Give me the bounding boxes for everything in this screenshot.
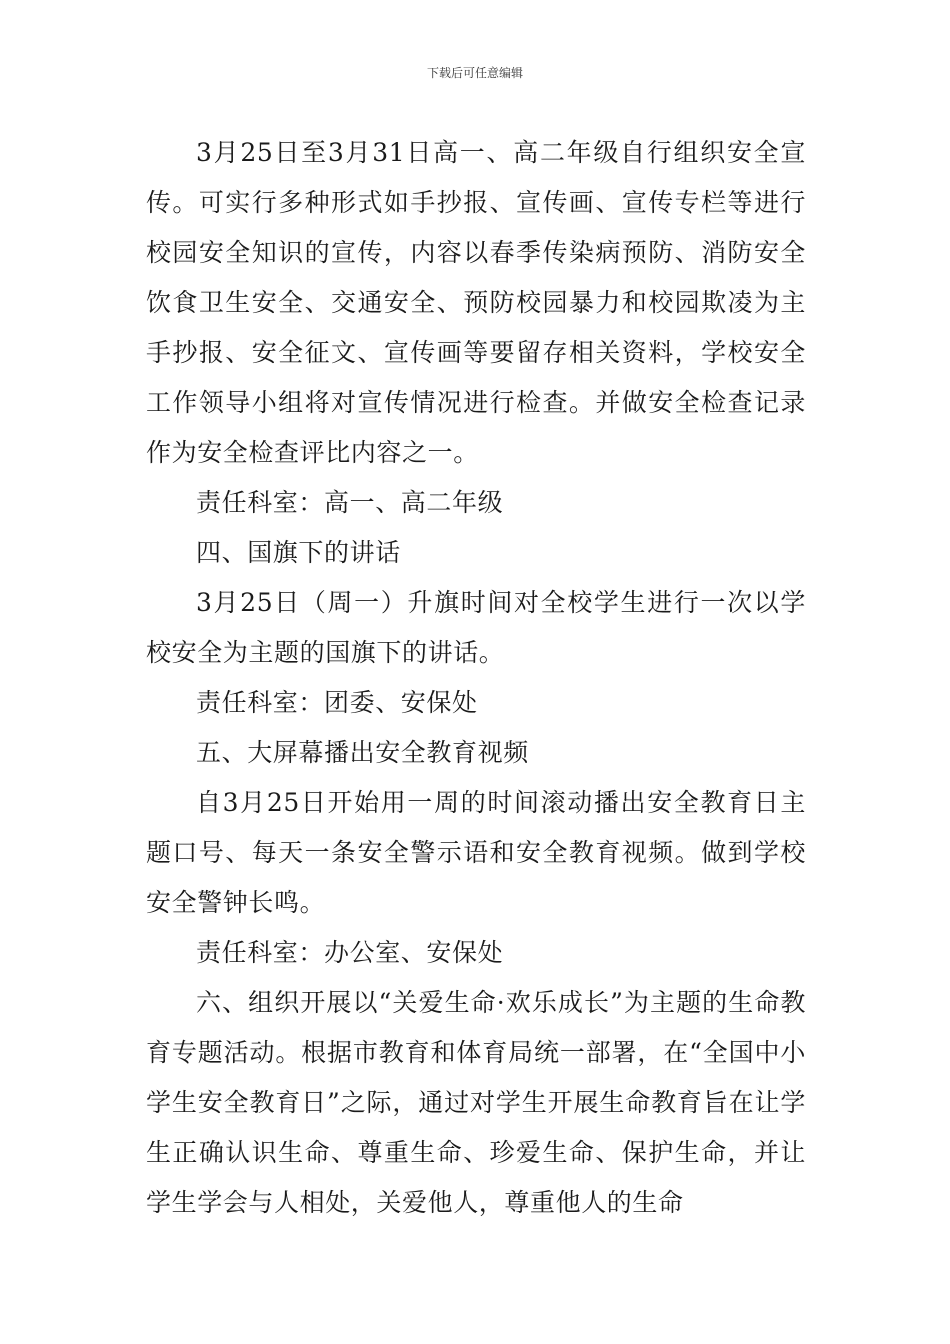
paragraph-flag-speech: 3月25日（周一）升旗时间对全校学生进行一次以学校安全为主题的国旗下的讲话。	[146, 588, 806, 667]
paragraph-responsible-dept-2: 责任科室：团委、安保处	[196, 688, 478, 717]
page-header: 下载后可任意编辑	[426, 66, 523, 80]
paragraph-screen-video: 自3月25日开始用一周的时间滚动播出安全教育日主题口号、每天一条安全警示语和安全教育视频。做到学校安全警钟长鸣。	[146, 788, 806, 917]
paragraph-responsible-dept-1: 责任科室：高一、高二年级	[196, 488, 504, 517]
paragraph-responsible-dept-3: 责任科室：办公室、安保处	[196, 938, 504, 967]
paragraph-safety-publicity: 3月25日至3月31日高一、高二年级自行组织安全宣传。可实行多种形式如手抄报、宣传画、宣传专栏等进行校园安全知识的宣传，内容以春季传染病预防、消防安全饮食卫生安全、交通安全、预防校园暴力和校园欺凌为主手抄报、安全征文、宣传画等要留存相关资料，学校安全工作领导小组将对宣传情况进行检查。并做安全检查记录作为安全检查评比内容之一。	[146, 138, 806, 467]
paragraph-life-education: 六、组织开展以“关爱生命·欢乐成长”为主题的生命教育专题活动。根据市教育和体育局统一部署，在“全国中小学生安全教育日”之际，通过对学生开展生命教育旨在让学生正确认识生命、尊重生命、珍爱生命、保护生命，并让学生学会与人相处，关爱他人，尊重他人的生命	[146, 988, 806, 1217]
document-body	[146, 128, 806, 1228]
section-heading-screen-video: 五、大屏幕播出安全教育视频	[196, 738, 529, 767]
section-heading-flag-speech: 四、国旗下的讲话	[196, 538, 401, 567]
